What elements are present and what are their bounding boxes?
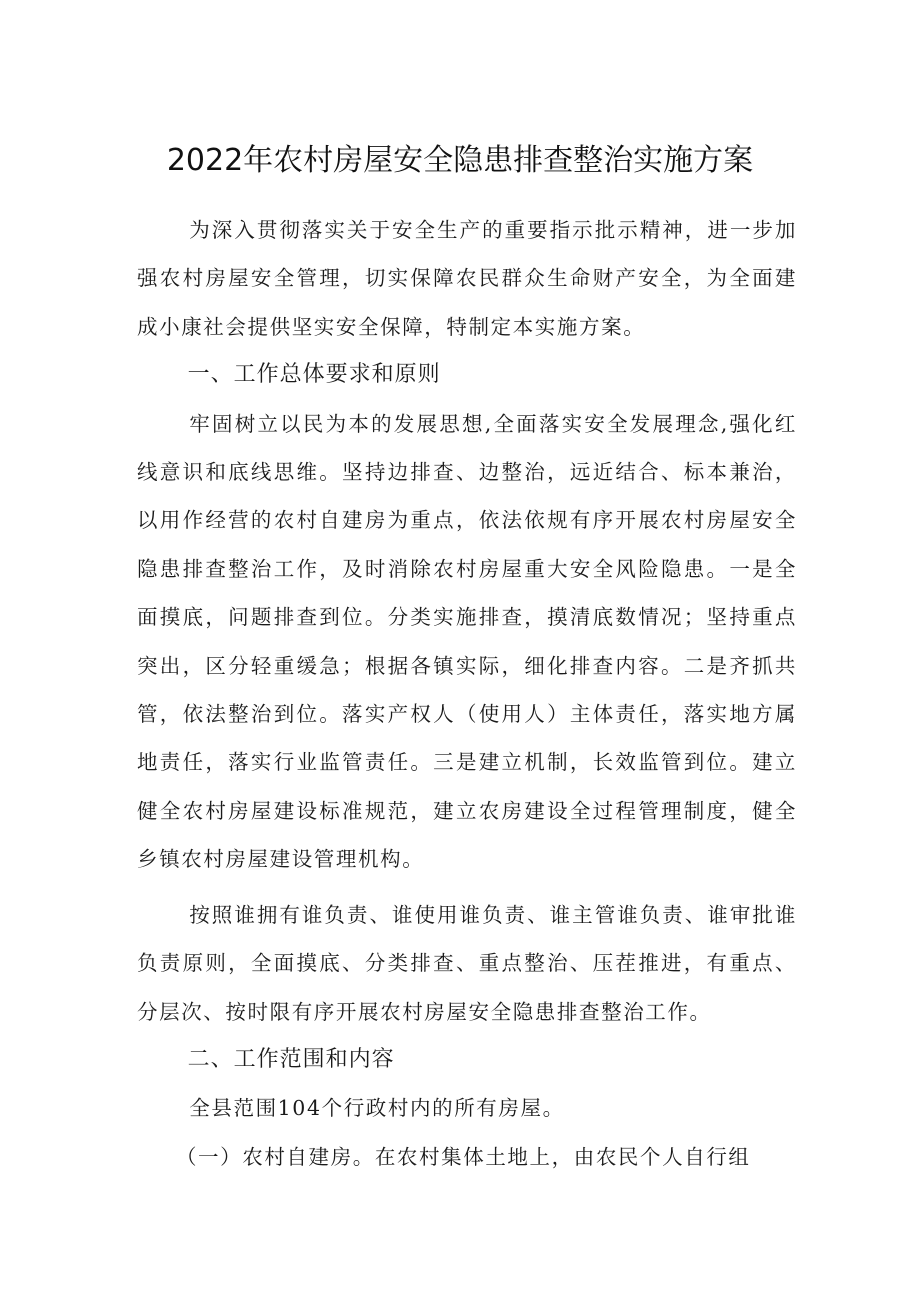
document-body (137, 206, 797, 1181)
section-1-paragraph-2: 按照谁拥有谁负责、谁使用谁负责、谁主管谁负责、谁审批谁负责原则，全面摸底、分类排查、重点整治、压茬推进，有重点、分层次、按时限有序开展农村房屋安全隐患排查整治工作。 (137, 902, 797, 1024)
section-2-paragraph-2: （一）农村自建房。在农村集体土地上，由农民个人自行组 (175, 1144, 751, 1169)
intro-paragraph: 为深入贯彻落实关于安全生产的重要指示批示精神，进一步加强农村房屋安全管理，切实保障农民群众生命财产安全，为全面建成小康社会提供坚实安全保障，特制定本实施方案。 (137, 218, 797, 339)
section-1-heading: 一、工作总体要求和原则 (187, 362, 441, 388)
document-title: 2022年农村房屋安全隐患排查整治实施方案 (166, 143, 754, 178)
section-1-paragraph-1: 牢固树立以民为本的发展思想,全面落实安全发展理念,强化红线意识和底线思维。坚持边排查、边整治，远近结合、标本兼治，以用作经营的农村自建房为重点，依法依规有序开展农村房屋安全隐患排查整治工作，及时消除农村房屋重大安全风险隐患。一是全面摸底，问题排查到位。分类实施排查，摸清底数情况；坚持重点突出，区分轻重缓急；根据各镇实际，细化排查内容。二是齐抓共管，依法整治到位。落实产权人（使用人）主体责任，落实地方属地责任，落实行业监管责任。三是建立机制，长效监管到位。建立健全农村房屋建设标准规范，建立农房建设全过程管理制度，健全乡镇农村房屋建设管理机构。 (137, 411, 797, 872)
section-2-heading: 二、工作范围和内容 (187, 1046, 395, 1072)
section-2-paragraph-1: 全县范围104个行政村内的所有房屋。 (189, 1096, 565, 1121)
